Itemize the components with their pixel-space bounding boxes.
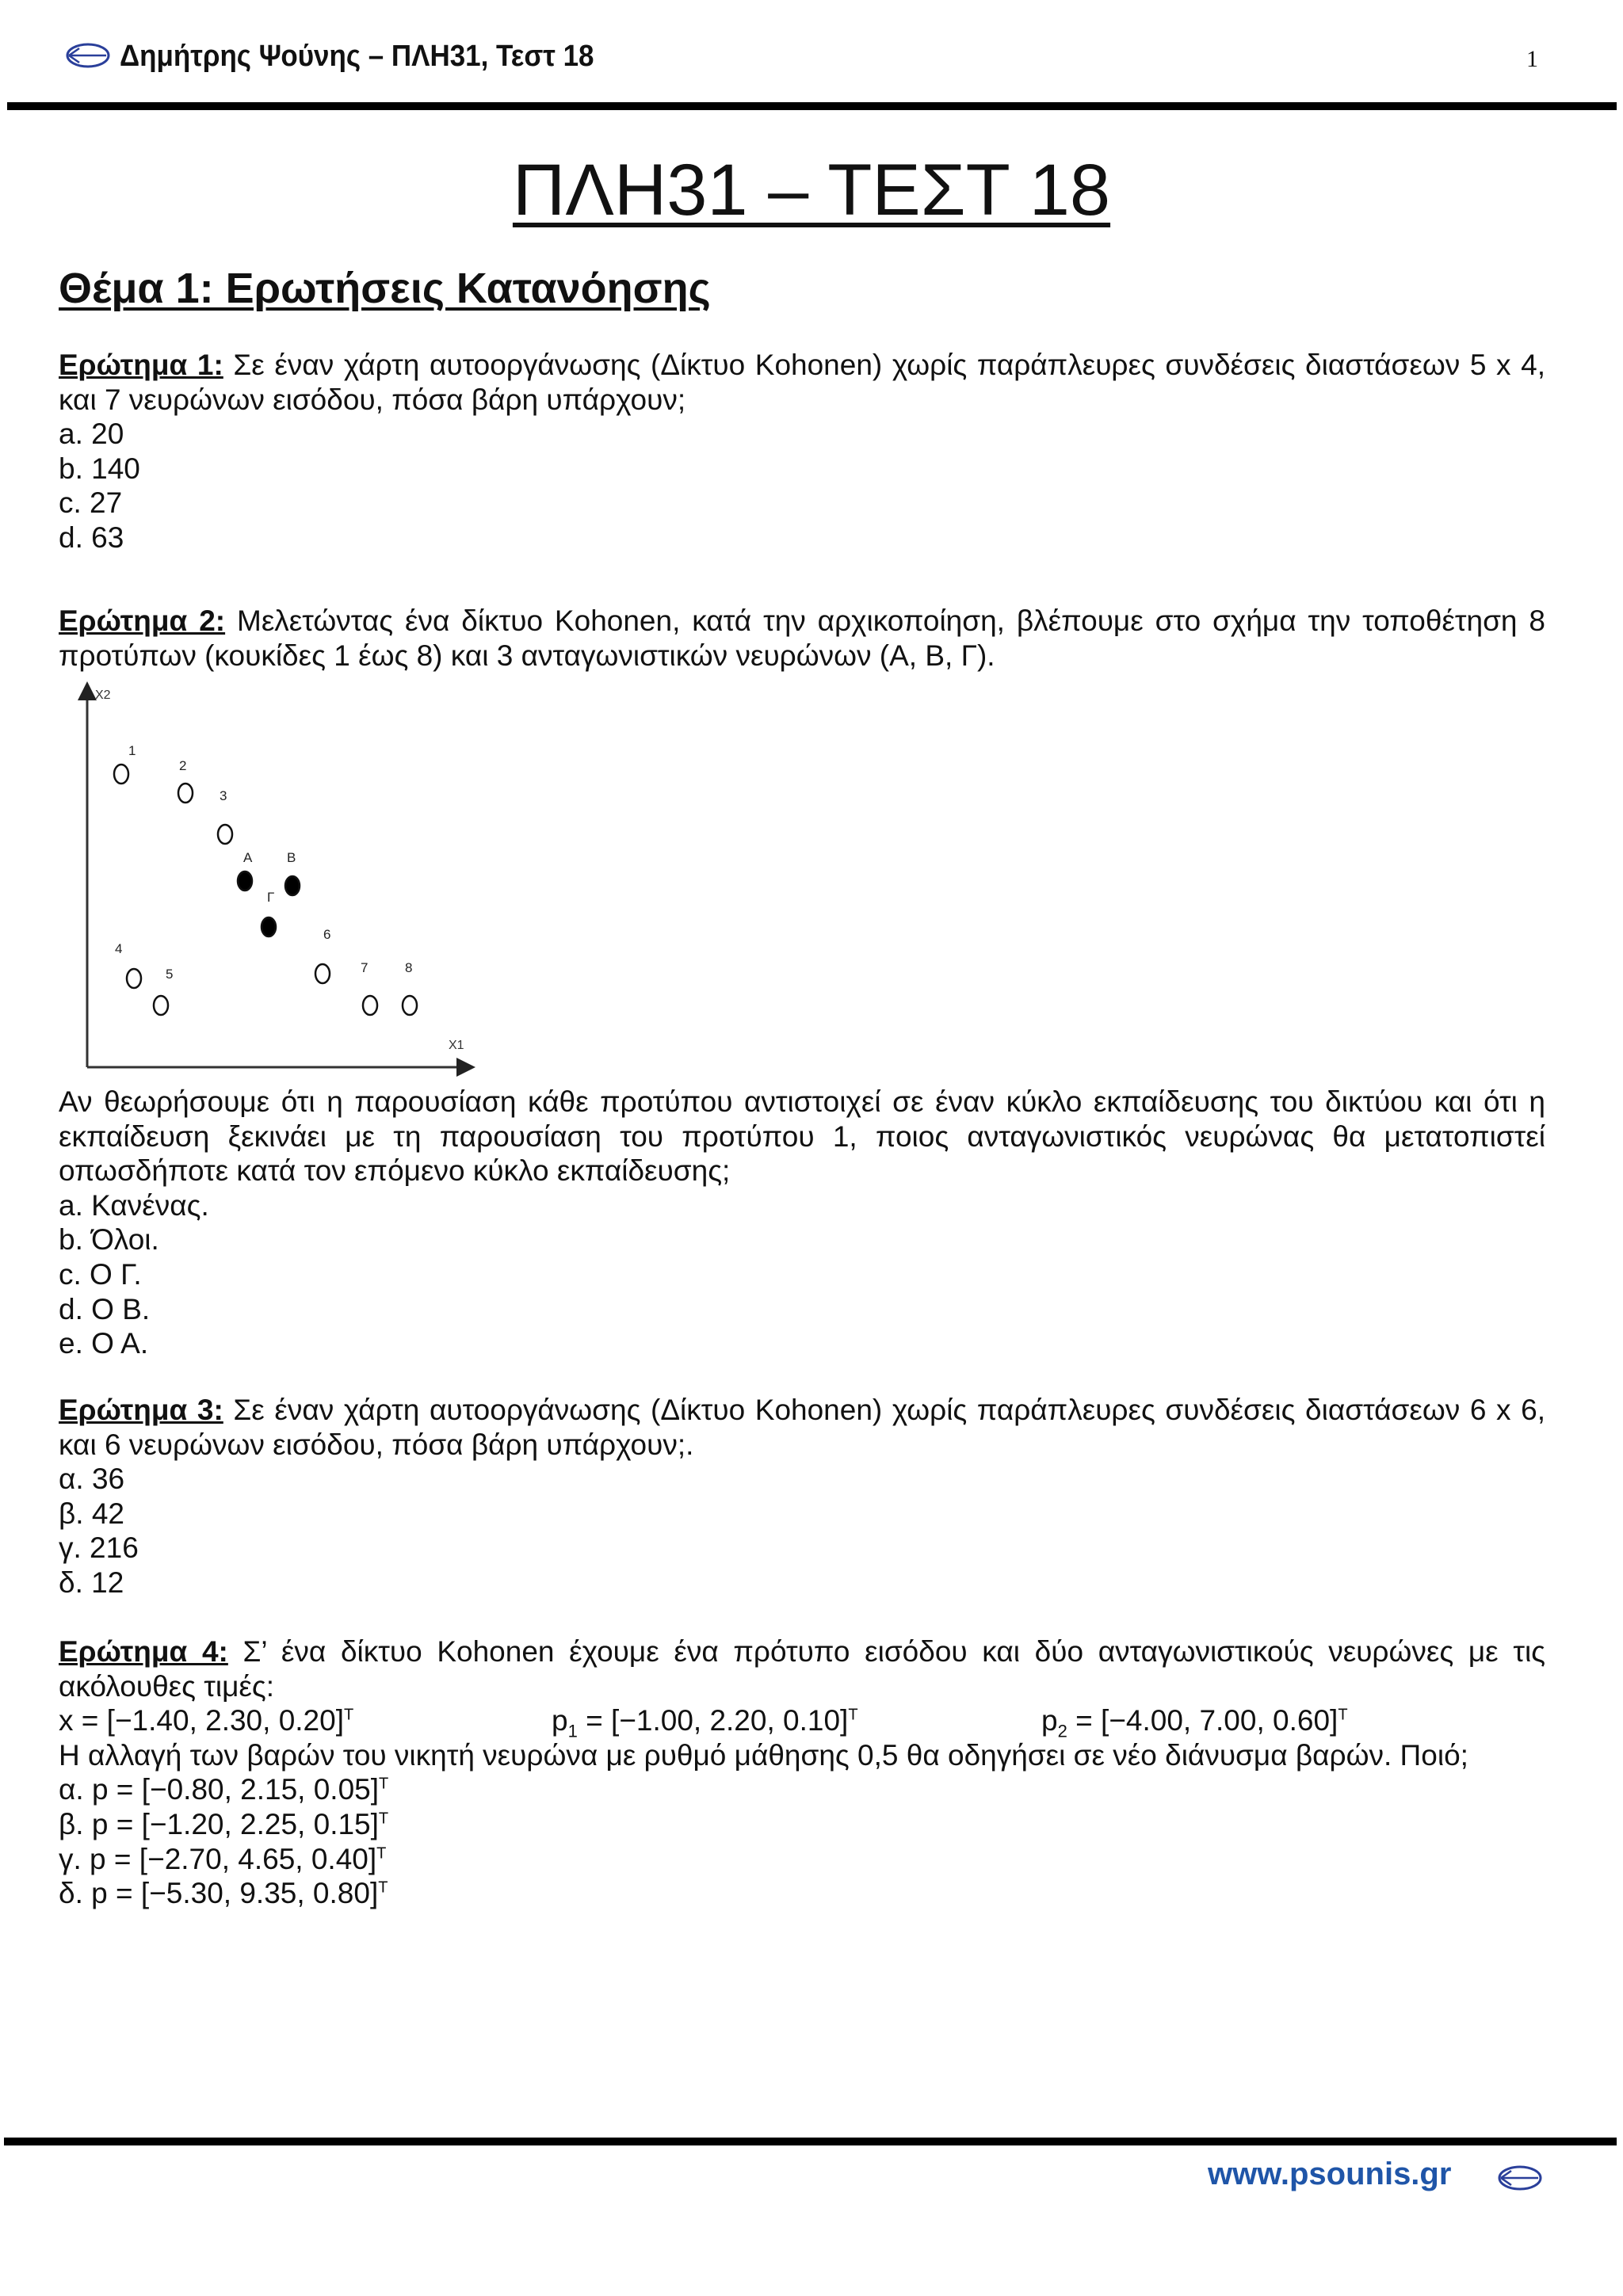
pattern-marker	[218, 825, 232, 844]
question-text: Μελετώντας ένα δίκτυο Kohonen, κατά την αρχικοποίηση, βλέπουμε στο σχήμα την τοποθέτηση 8 προτύπων (κουκίδες 1 έως 8) και 3 ανταγωνιστικών νευρώνων (Α, Β, Γ).	[59, 605, 1545, 672]
question-label: Ερώτημα 3:	[59, 1394, 223, 1426]
footer-website-link[interactable]: www.psounis.gr	[1208, 2157, 1452, 2191]
question-label: Ερώτημα 2:	[59, 605, 226, 637]
pattern-marker	[315, 964, 330, 983]
pattern-label: 3	[220, 788, 227, 803]
page-number: 1	[1526, 46, 1538, 72]
option: d. 63	[59, 521, 124, 554]
vectors-row	[59, 1703, 1545, 1741]
neuron-label: Γ	[267, 890, 275, 905]
header-title: Δημήτρης Ψούνης – ΠΛΗ31, Τεστ 18	[120, 40, 594, 73]
kohonen-figure	[71, 673, 642, 1077]
pattern-label: 1	[128, 743, 136, 758]
neuron-marker	[285, 876, 300, 895]
neuron-label: Α	[243, 850, 253, 865]
question-text: Σε έναν χάρτη αυτοοργάνωσης (Δίκτυο Kohonen) χωρίς παράπλευρες συνδέσεις διαστάσεων 5 x 4, και 7 νευρώνων εισόδου, πόσα βάρη υπάρχουν;	[59, 349, 1545, 416]
option: d. Ο Β.	[59, 1292, 151, 1325]
pattern-marker	[114, 765, 128, 784]
neuron-p1-vector: $p_1 = [-1.00$, 2.20, 0.10]$^T$	[552, 1704, 858, 1741]
footer-divider	[4, 2138, 1617, 2145]
question-text: Η αλλαγή των βαρών του νικητή νευρώνα με ρυθμό μάθησης 0,5 θα οδηγήσει σε νέο διάνυσμα βαρών. Ποιό;	[59, 1738, 1468, 1772]
question-4	[59, 1634, 1545, 1911]
option: c. Ο Γ.	[59, 1257, 142, 1291]
option: γ. p = [−2.70, 4.65, 0.40]$^T$	[59, 1842, 387, 1875]
question-2	[59, 604, 1545, 673]
neuron-p2-vector: $p_2 = [-4.00$, 7.00, 0.60]$^T$	[1041, 1704, 1348, 1741]
question-2-continued	[59, 1085, 1545, 1361]
psounis-logo-icon	[65, 41, 111, 70]
pattern-label: 2	[179, 758, 187, 773]
neuron-marker	[262, 917, 276, 936]
pattern-marker	[403, 996, 417, 1015]
option: a. 20	[59, 418, 124, 451]
neuron-label: Β	[287, 850, 296, 865]
pattern-marker	[178, 784, 193, 803]
question-text: Σ’ ένα δίκτυο Kohonen έχουμε ένα πρότυπο εισόδου και δύο ανταγωνιστικούς νευρώνες με τις ακόλουθες τιμές:	[59, 1635, 1545, 1703]
option: β. 42	[59, 1497, 124, 1530]
option: e. Ο Α.	[59, 1327, 149, 1360]
question-1	[59, 348, 1545, 555]
section-heading: Θέμα 1: Ερωτήσεις Κατανόησης	[59, 265, 711, 312]
option: δ. 12	[59, 1566, 124, 1599]
question-label: Ερώτημα 1:	[59, 349, 223, 381]
option: b. 140	[59, 452, 140, 485]
option: α. 36	[59, 1463, 125, 1496]
question-3	[59, 1393, 1545, 1600]
pattern-label: 4	[115, 941, 123, 956]
option: α. p = [−0.80, 2.15, 0.05]$^T$	[59, 1773, 389, 1806]
option: b. Όλοι.	[59, 1223, 159, 1257]
question-text: Σε έναν χάρτη αυτοοργάνωσης (Δίκτυο Kohonen) χωρίς παράπλευρες συνδέσεις διαστάσεων 6 x 6, και 6 νευρώνων εισόδου, πόσα βάρη υπάρχουν;.	[59, 1394, 1545, 1461]
neuron-marker	[238, 871, 252, 891]
psounis-logo-icon	[1497, 2164, 1543, 2192]
x-axis-label: X1	[449, 1039, 464, 1052]
document-title	[0, 149, 1623, 232]
option: β. p = [−1.20, 2.25, 0.15]$^T$	[59, 1807, 389, 1840]
document-title-text: ΠΛΗ31 – ΤΕΣΤ 18	[512, 150, 1111, 231]
pattern-label: 6	[323, 927, 331, 942]
question-text: Αν θεωρήσουμε ότι η παρουσίαση κάθε προτύπου αντιστοιχεί σε έναν κύκλο εκπαίδευσης του δικτύου και ότι η εκπαίδευση ξεκινάει με τη παρουσίαση του προτύπου 1, ποιος ανταγωνιστικός νευρώνας θα μετατοπιστεί οπωσδήποτε κατά τον επόμενο κύκλο εκπαίδευσης;	[59, 1085, 1545, 1188]
option: c. 27	[59, 486, 123, 520]
pattern-label: 7	[361, 960, 369, 975]
option: a. Κανένας.	[59, 1188, 209, 1222]
pattern-label: 8	[405, 960, 413, 975]
pattern-label: 5	[166, 967, 174, 982]
input-vector: x = [−1.40, 2.30, 0.20]$^T$	[59, 1704, 354, 1737]
option: δ. p = [−5.30, 9.35, 0.80]$^T$	[59, 1877, 388, 1910]
header-divider	[7, 102, 1617, 110]
pattern-marker	[127, 969, 141, 988]
pattern-marker	[154, 996, 168, 1015]
option: γ. 216	[59, 1531, 139, 1565]
question-label: Ερώτημα 4:	[59, 1635, 228, 1668]
y-axis-label: X2	[95, 688, 111, 702]
pattern-marker	[363, 996, 377, 1015]
